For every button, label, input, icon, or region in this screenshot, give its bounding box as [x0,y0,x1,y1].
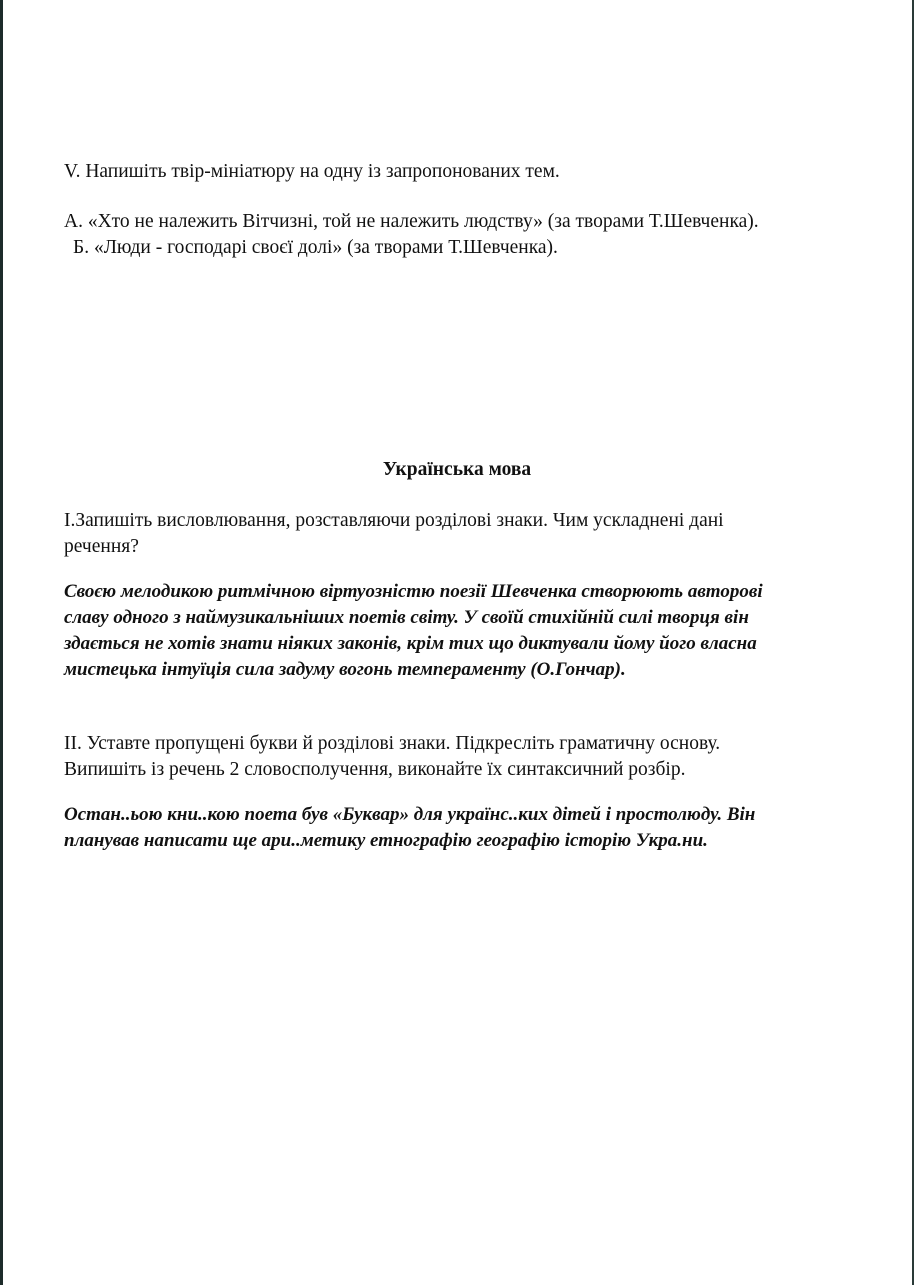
task1-text-line4: мистецька інтуїція сила задуму вогонь темпераменту (О.Гончар). [64,659,626,680]
task2-instruction-line2: Випишіть із речень 2 словосполучення, виконайте їх синтаксичний розбір. [64,759,686,780]
task1-text-line1: Своєю мелодикою ритмічною віртуозністю поезії Шевченка створюють авторові [64,581,763,602]
section-heading: Українська мова [382,459,532,480]
task5-title: V. Напишіть твір-мініатюру на одну із запропонованих тем. [64,161,560,182]
task1-instruction-line1: І.Запишіть висловлювання, розставляючи розділові знаки. Чим ускладнені дані [64,510,724,531]
task1-text-line2: славу одного з наймузикальніших поетів світу. У своїй стихійній силі творця він [64,607,749,628]
task1-instruction-line2: речення? [64,536,139,557]
scan-edge-left [0,0,3,1285]
task2-text-line1: Остан..ьою кни..кою поета був «Буквар» для українс..ких дітей і простолюду. Він [64,804,756,825]
task2-instruction-line1: ІІ. Уставте пропущені букви й розділові знаки. Підкресліть граматичну основу. [64,733,721,754]
topic-a: А. «Хто не належить Вітчизні, той не належить людству» (за творами Т.Шевченка). [64,211,759,232]
task1-text-line3: здається не хотів знати ніяких законів, крім тих що диктували йому його власна [64,633,757,654]
topic-b: Б. «Люди - господарі своєї долі» (за творами Т.Шевченка). [73,237,558,258]
task2-text-line2: планував написати ще ари..метику етнографію географію історію Укра.ни. [64,830,708,851]
